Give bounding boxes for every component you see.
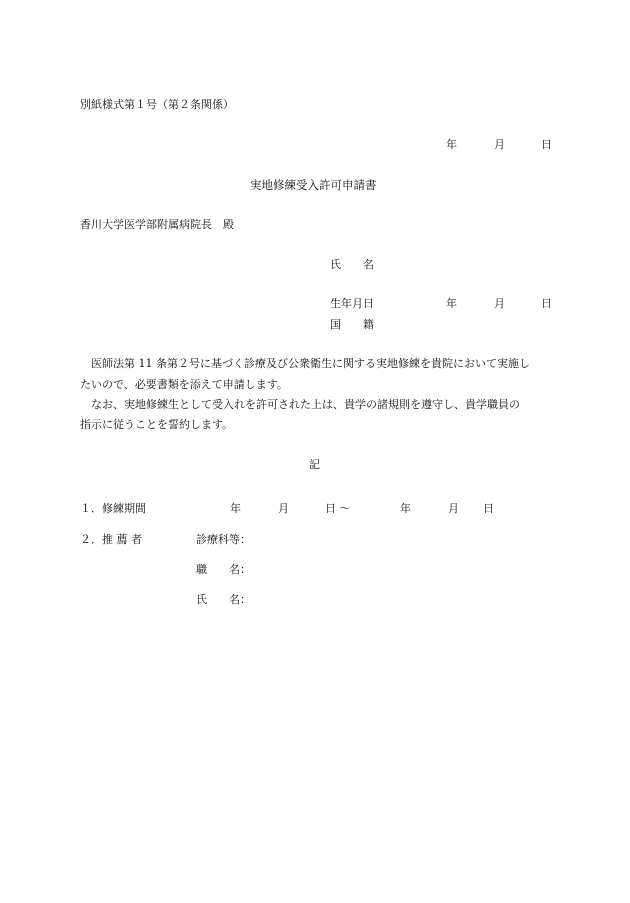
period-to-day: 日 [483, 502, 494, 515]
recommender-name-label: 氏 名： [196, 593, 251, 606]
paragraph2-line1: なお、実地修練生として受入れを許可された上は、貴学の諸規則を遵守し、貴学職員の [80, 398, 520, 411]
applicant-name-label: 氏 名 [330, 258, 374, 271]
period-from-day: 日 〜 [325, 502, 351, 515]
position-label: 職 名： [196, 563, 251, 576]
paragraph2-line2: 指示に従うことを誓約します。 [80, 418, 234, 431]
department-label: 診療科等： [196, 533, 251, 546]
birth-year-label: 年 [446, 297, 457, 310]
paragraph1-line2: たいので、必要書類を添えて申請します。 [80, 378, 288, 391]
period-to-month: 月 [448, 502, 459, 515]
date-year-label: 年 [446, 138, 457, 151]
applicant-nationality-label: 国 籍 [330, 318, 374, 331]
document-title: 実地修練受入許可申請書 [250, 178, 377, 192]
period-from-month: 月 [278, 502, 289, 515]
form-number: 別紙様式第１号（第２条関係） [80, 98, 234, 111]
date-month-label: 月 [494, 138, 505, 151]
period-to-year: 年 [400, 502, 411, 515]
applicant-birthdate-label: 生年月日 [330, 297, 374, 310]
birth-day-label: 日 [541, 297, 552, 310]
item1-label: １．修練期間 [80, 502, 146, 515]
ki-heading: 記 [309, 458, 320, 471]
date-day-label: 日 [541, 138, 552, 151]
birth-month-label: 月 [494, 297, 505, 310]
addressee: 香川大学医学部附属病院長 殿 [80, 218, 234, 231]
period-from-year: 年 [230, 502, 241, 515]
paragraph1-line1: 医師法第 11 条第２号に基づく診療及び公衆衛生に関する実地修練を貴院において実施し [80, 357, 530, 370]
item2-label: ２．推 薦 者 [80, 533, 142, 546]
